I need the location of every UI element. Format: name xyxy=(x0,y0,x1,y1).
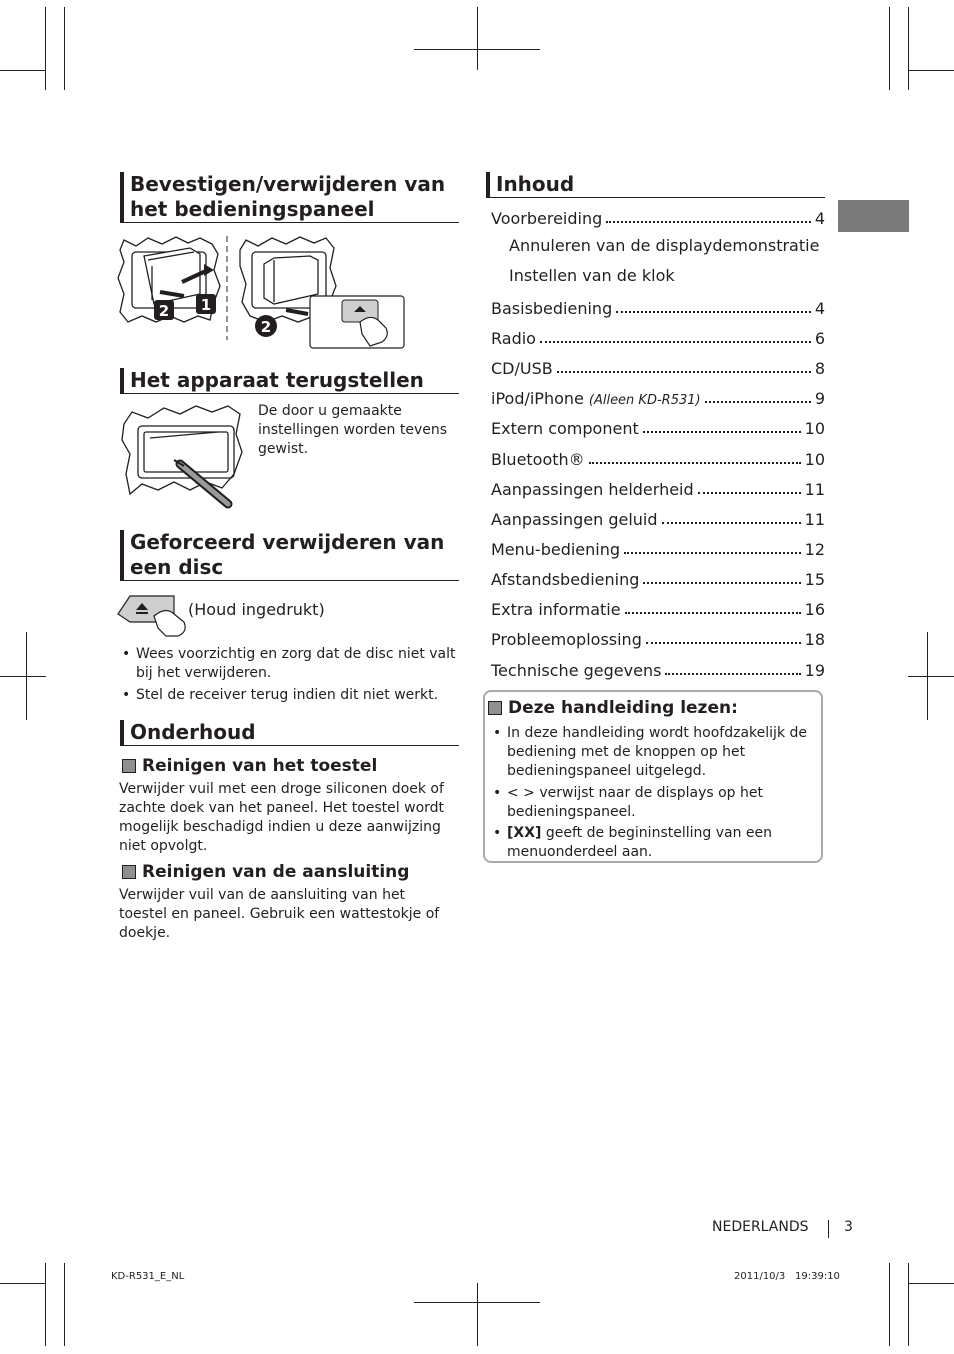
reset-heading: Het apparaat terugstellen xyxy=(120,368,459,394)
page-separator xyxy=(828,1220,829,1238)
reset-illustration xyxy=(118,402,248,512)
square-bullet-icon xyxy=(122,759,136,773)
clean-device-text: Verwijder vuil met een droge siliconen doek of zachte doek van het paneel. Het toestel wordt mogelijk beschadigd indien u deze aanwijzing niet opvolgt. xyxy=(119,781,445,854)
toc-entry[interactable]: Menu-bediening 12 xyxy=(491,540,825,559)
eject-heading: Geforceerd verwijderen van een disc xyxy=(120,530,459,581)
toc-entry[interactable]: iPod/iPhone (Alleen KD-R531) 9 xyxy=(491,389,825,408)
clean-device-heading: Reinigen van het toestel xyxy=(122,756,377,776)
eject-button-icon xyxy=(114,592,190,638)
hold-label: (Houd ingedrukt) xyxy=(188,600,325,619)
toc-entry[interactable]: Afstandsbediening 15 xyxy=(491,570,825,589)
toc-heading: Inhoud xyxy=(486,172,825,198)
toc-entry[interactable]: CD/USB 8 xyxy=(491,359,825,378)
manual-box-heading: Deze handleiding lezen: xyxy=(488,698,738,718)
square-bullet-icon xyxy=(488,701,502,715)
eject-bullet: • Stel de receiver terug indien dit niet werkt. xyxy=(136,686,456,705)
toc-entry[interactable]: Basisbediening 4 xyxy=(491,299,825,318)
manual-bullet: • < > verwijst naar de displays op het bedieningspaneel. xyxy=(507,784,813,822)
svg-text:2: 2 xyxy=(158,302,170,320)
attach-panel-illustration xyxy=(114,234,406,350)
toc-entry[interactable]: Probleemoplossing 18 xyxy=(491,630,825,649)
square-bullet-icon xyxy=(122,865,136,879)
toc-entry[interactable]: Extern component 10 xyxy=(491,419,825,438)
manual-bullet xyxy=(507,824,813,862)
eject-button-icon xyxy=(310,296,404,348)
clean-connector-heading: Reinigen van de aansluiting xyxy=(122,862,409,882)
default-setting-text: geeft de begininstelling van een menuonderdeel aan. xyxy=(507,825,773,860)
page-language-label: NEDERLANDS xyxy=(712,1219,809,1235)
toc-entry[interactable]: Radio 6 xyxy=(491,329,825,348)
step-two-icon xyxy=(154,300,174,320)
reset-text: De door u gemaakte instellingen worden tevens gewist. xyxy=(258,403,448,457)
attach-panel-heading: Bevestigen/verwijderen van het bedieningspaneel xyxy=(120,172,459,223)
svg-text:1: 1 xyxy=(200,296,212,314)
maintenance-heading: Onderhoud xyxy=(120,720,459,746)
toc-entry[interactable]: Technische gegevens 19 xyxy=(491,661,825,680)
default-setting-marker: [XX] xyxy=(507,825,542,841)
eject-bullet: • Wees voorzichtig en zorg dat de disc niet valt bij het verwijderen. xyxy=(136,645,456,683)
page-number: 3 xyxy=(844,1219,853,1235)
footer-doc-code: KD-R531_E_NL xyxy=(111,1271,185,1282)
step-two-icon xyxy=(255,315,277,337)
toc-entry[interactable]: Extra informatie 16 xyxy=(491,600,825,619)
toc-sub-entry[interactable]: Instellen van de klok xyxy=(509,266,675,285)
toc-entry[interactable]: Aanpassingen helderheid 11 xyxy=(491,480,825,499)
language-tab xyxy=(838,200,909,232)
toc-entry[interactable]: Voorbereiding 4 xyxy=(491,209,825,228)
toc-sub-entry[interactable]: Annuleren van de displaydemonstratie xyxy=(509,236,820,255)
svg-text:2: 2 xyxy=(260,318,272,336)
toc-entry[interactable]: Aanpassingen geluid 11 xyxy=(491,510,825,529)
footer-time: 19:39:10 xyxy=(795,1271,840,1282)
clean-connector-text: Verwijder vuil van de aansluiting van het toestel en paneel. Gebruik een wattestokje of doekje. xyxy=(119,887,440,941)
manual-bullet: • In deze handleiding wordt hoofdzakelijk de bediening met de knoppen op het bedieningspaneel uitgelegd. xyxy=(507,724,813,781)
footer-date: 2011/10/3 xyxy=(734,1271,786,1282)
step-one-icon xyxy=(196,294,216,314)
toc-entry[interactable]: Bluetooth® 10 xyxy=(491,450,825,469)
